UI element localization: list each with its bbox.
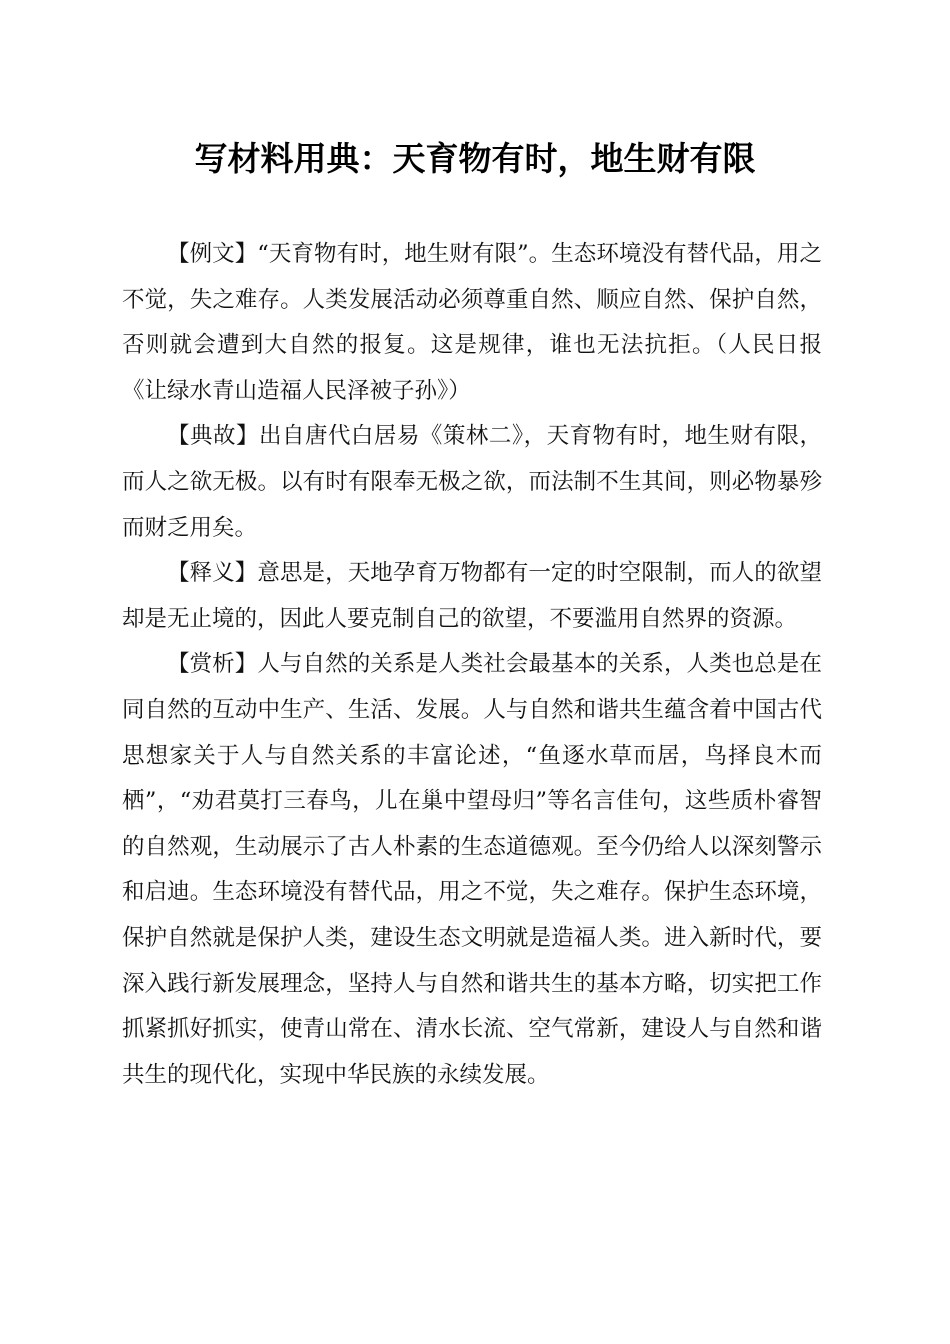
paragraph-explanation [122,551,822,642]
paragraph-appreciation [122,642,822,1098]
paragraph-tag: 【释义】 [167,560,258,587]
paragraph-text: 意思是，天地孕育万物都有一定的时空限制，而人的欲望却是无止境的，因此人要克制自己的欲望，不要滥用自然界的资源。 [122,560,822,632]
paragraph-text: 出自唐代白居易《策林二》，天育物有时，地生财有限，而人之欲无极。以有时有限奉无极之欲，而法制不生其间，则必物暴殄而财乏用矣。 [122,423,822,541]
paragraph-tag: 【赏析】 [167,651,258,678]
paragraph-text: 人与自然的关系是人类社会最基本的关系，人类也总是在同自然的互动中生产、生活、发展。人与自然和谐共生蕴含着中国古代思想家关于人与自然关系的丰富论述，“鱼逐水草而居，鸟择良木而栖”，“劝君莫打三春鸟，儿在巢中望母归”等名言佳句，这些质朴睿智的自然观，生动展示了古人朴素的生态道德观。至今仍给人以深刻警示和启迪。生态环境没有替代品，用之不觉，失之难存。保护生态环境，保护自然就是保护人类，建设生态文明就是造福人类。进入新时代，要深入践行新发展理念，坚持人与自然和谐共生的基本方略，切实把工作抓紧抓好抓实，使青山常在、清水长流、空气常新，建设人与自然和谐共生的现代化，实现中华民族的永续发展。 [122,651,822,1088]
paragraph-text: “天育物有时，地生财有限”。生态环境没有替代品，用之不觉，失之难存。人类发展活动必须尊重自然、顺应自然、保护自然，否则就会遭到大自然的报复。这是规律，谁也无法抗拒。（人民日报《让绿水青山造福人民泽被子孙》） [122,241,822,404]
paragraph-tag: 【典故】 [167,423,259,450]
paragraph-tag: 【例文】 [167,241,258,267]
document-title: 写材料用典：天育物有时，地生财有限 [194,139,756,178]
document-body [122,232,822,1098]
paragraph-example [122,232,822,414]
paragraph-allusion [122,414,822,551]
